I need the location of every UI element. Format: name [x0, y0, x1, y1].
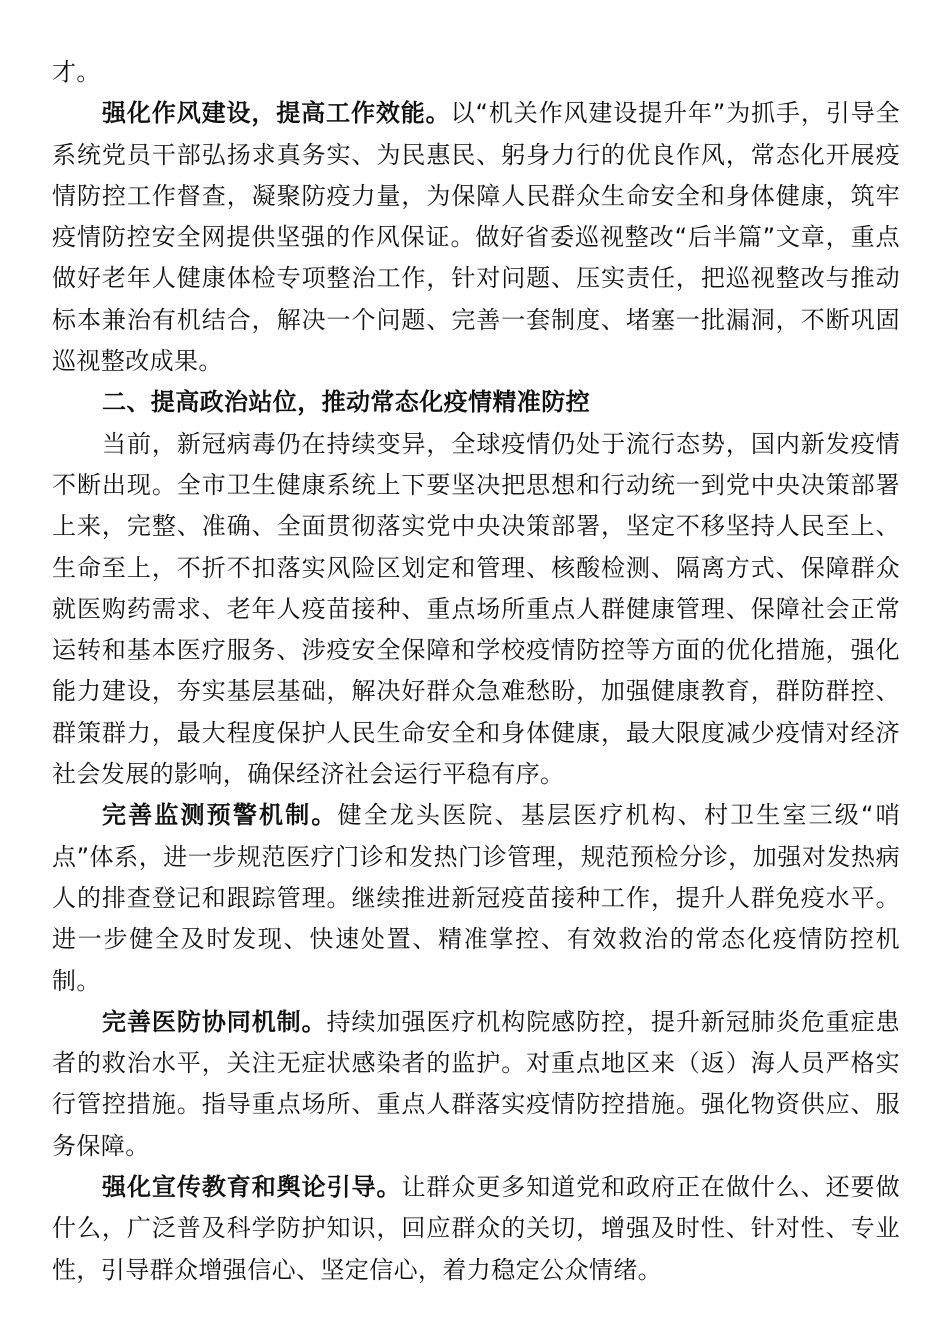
paragraph-lead: 强化作风建设，提高工作效能。 — [102, 99, 451, 128]
paragraph-lead: 完善医防协同机制。 — [102, 1007, 327, 1036]
paragraph-publicity — [52, 1167, 900, 1291]
paragraph-text: 持续加强医疗机构院感防控，提升新冠肺炎危重症患者的救治水平，关注无症状感染者的监护。对重点地区来（返）海人员严格实行管控措施。指导重点场所、重点人群落实疫情防控措施。强化物资供应、服务保障。 — [52, 1007, 900, 1160]
paragraph-lead: 完善监测预警机制。 — [102, 801, 338, 830]
paragraph-monitoring — [52, 795, 900, 1001]
paragraph-text: 当前，新冠病毒仍在持续变异，全球疫情仍处于流行态势，国内新发疫情不断出现。全市卫生健康系统上下要坚决把思想和行动统一到党中央决策部署上来，完整、准确、全面贯彻落实党中央决策部署，坚定不移坚持人民至上、生命至上，不折不扣落实风险区划定和管理、核酸检测、隔离方式、保障群众就医购药需求、老年人疫苗接种、重点场所重点人群健康管理、保障社会正常运转和基本医疗服务、涉疫安全保障和学校疫情防控等方面的优化措施，强化能力建设，夯实基层基础，解决好群众急难愁盼，加强健康教育，群防群控、群策群力，最大程度保护人民生命安全和身体健康，最大限度减少疫情对经济社会发展的影响，确保经济社会运行平稳有序。 — [52, 429, 900, 789]
paragraph-text: 健全龙头医院、基层医疗机构、村卫生室三级“哨点”体系，进一步规范医疗门诊和发热门诊管理，规范预检分诊，加强对发热病人的排查登记和跟踪管理。继续推进新冠疫苗接种工作，提升人群免疫水平。进一步健全及时发现、快速处置、精准掌控、有效救治的常态化疫情防控机制。 — [52, 801, 900, 995]
section-heading: 二、提高政治站位，推动常态化疫情精准防控 — [102, 388, 590, 417]
paragraph-current-situation — [52, 424, 900, 796]
paragraph-text: 让群众更多知道党和政府正在做什么、还要做什么，广泛普及科学防护知识，回应群众的关切，增强及时性、针对性、专业性，引导群众增强信心、坚定信心，着力稳定公众情绪。 — [52, 1173, 900, 1284]
paragraph-lead: 强化宣传教育和舆论引导。 — [102, 1173, 402, 1202]
paragraph-text: 才。 — [52, 58, 101, 86]
paragraph-medical-coordination — [52, 1002, 900, 1167]
paragraph-work-style — [52, 93, 900, 382]
paragraph-text: 以“机关作风建设提升年”为抓手，引导全系统党员干部弘扬求真务实、为民惠民、躬身力行的优良作风，常态化开展疫情防控工作督查，凝聚防疫力量，为保障人民群众生命安全和身体健康，筑牢疫情防控安全网提供坚强的作风保证。做好省委巡视整改“后半篇”文章，重点做好老年人健康体检专项整治工作，针对问题、压实责任，把巡视整改与推动标本兼治有机结合，解决一个问题、完善一套制度、堵塞一批漏洞，不断巩固巡视整改成果。 — [52, 99, 900, 376]
paragraph-continuation — [52, 52, 900, 93]
